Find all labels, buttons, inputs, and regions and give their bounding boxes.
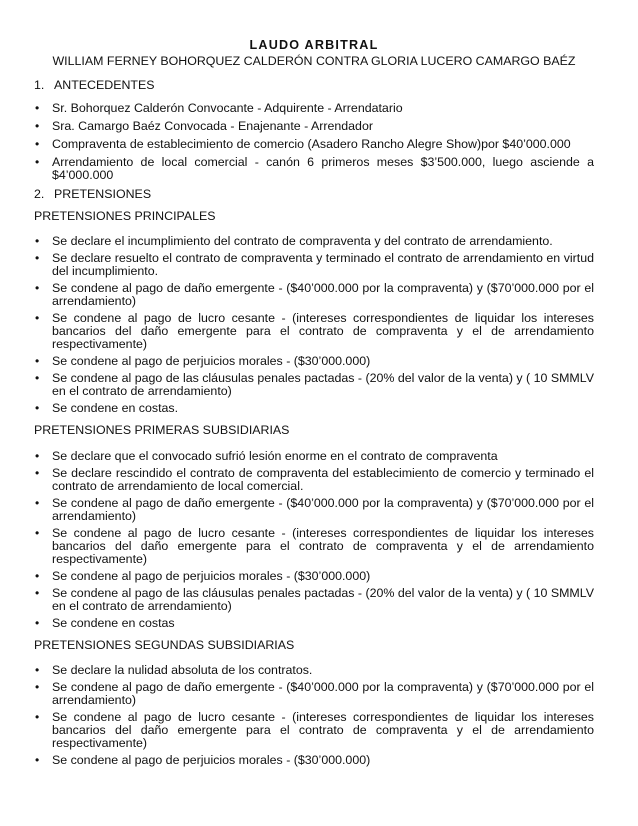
list-item-text: Arrendamiento de local comercial - canón 6 primeros meses $3’500.000, luego asciende a $4’000.000 [52, 155, 594, 182]
list-item [34, 402, 594, 415]
list-item-text: Se condene al pago de perjuicios morales - ($30’000.000) [52, 568, 371, 583]
section-pretensiones [34, 187, 594, 767]
list-item [34, 570, 594, 583]
document-subtitle: WILLIAM FERNEY BOHORQUEZ CALDERÓN CONTRA GLORIA LUCERO CAMARGO BAÉZ [52, 54, 576, 68]
list-item [34, 235, 594, 248]
list-item-text: Se condene al pago de daño emergente - ($40’000.000 por la compraventa) y ($70’000.000 por el arrendamiento) [52, 495, 594, 523]
list-item-text: Se declare rescindido el contrato de compraventa del establecimiento de comercio y terminado el contrato de arrendamiento de local comercial. [52, 465, 594, 493]
bullet-icon: • [35, 101, 40, 115]
list-item [34, 120, 594, 133]
list-item [34, 282, 594, 308]
principales-list [34, 235, 594, 415]
bullet-icon: • [35, 281, 40, 296]
list-item [34, 664, 594, 677]
list-item [34, 754, 594, 767]
bullet-icon: • [35, 585, 40, 600]
bullet-icon: • [35, 753, 40, 768]
bullet-icon: • [35, 251, 40, 266]
section-antecedentes [34, 78, 594, 182]
list-item-text: Se condene al pago de las cláusulas penales pactadas - (20% del valor de la venta) y ( 10 SMMLV en el contrato de arrendamiento) [52, 371, 594, 399]
bullet-icon: • [35, 525, 40, 540]
bullet-icon: • [35, 401, 40, 416]
list-item-text: Se condene al pago de las cláusulas penales pactadas - (20% del valor de la venta) y ( 10 SMMLV en el contrato de arrendamiento) [52, 585, 594, 613]
section-title: PRETENSIONES [54, 187, 152, 201]
list-item [34, 711, 594, 750]
section-title: ANTECEDENTES [54, 78, 155, 92]
list-item-text: Sr. Bohorquez Calderón Convocante - Adquirente - Arrendatario [52, 101, 403, 115]
list-item-text: Se declare resuelto el contrato de compraventa y terminado el contrato de arrendamiento en virtud del incumplimiento. [52, 251, 594, 279]
document-page [34, 38, 594, 771]
bullet-icon: • [35, 119, 40, 133]
antecedentes-list [34, 102, 594, 182]
list-item-text: Se declare que el convocado sufrió lesión enorme en el contrato de compraventa [52, 448, 498, 463]
list-item-text: Sra. Camargo Baéz Convocada - Enajenante - Arrendador [52, 119, 373, 133]
list-item-text: Se condene al pago de daño emergente - ($40’000.000 por la compraventa) y ($70’000.000 por el arrendamiento) [52, 281, 594, 309]
subheading-segundas-subsidiarias: PRETENSIONES SEGUNDAS SUBSIDIARIAS [34, 637, 295, 652]
list-item [34, 372, 594, 398]
bullet-icon: • [35, 680, 40, 695]
subheading-principales: PRETENSIONES PRINCIPALES [34, 209, 216, 223]
section-number: 1. [34, 78, 45, 92]
section-number: 2. [34, 187, 45, 201]
list-item-text: Se declare la nulidad absoluta de los contratos. [52, 663, 313, 678]
bullet-icon: • [35, 663, 40, 678]
bullet-icon: • [35, 311, 40, 326]
list-item [34, 252, 594, 278]
bullet-icon: • [35, 568, 40, 583]
bullet-icon: • [35, 495, 40, 510]
list-item-text: Se condene en costas [52, 615, 175, 630]
document-title: LAUDO ARBITRAL [249, 38, 379, 52]
list-item-text: Se condene al pago de lucro cesante - (intereses correspondientes de liquidar los intereses bancarios del daño emergente para el contrato de compraventa y el de arrendamiento respectivamente) [52, 311, 594, 352]
bullet-icon: • [35, 234, 40, 249]
primeras-subsidiarias-list [34, 450, 594, 630]
bullet-icon: • [35, 615, 40, 630]
segundas-subsidiarias-list [34, 664, 594, 767]
list-item-text: Compraventa de establecimiento de comercio (Asadero Rancho Alegre Show)por $40’000.000 [52, 137, 571, 151]
list-item [34, 156, 594, 182]
list-item [34, 587, 594, 613]
bullet-icon: • [35, 465, 40, 480]
list-item-text: Se declare el incumplimiento del contrato de compraventa y del contrato de arrendamiento. [52, 234, 553, 249]
list-item-text: Se condene al pago de daño emergente - ($40’000.000 por la compraventa) y ($70’000.000 por el arrendamiento) [52, 680, 594, 708]
list-item [34, 467, 594, 493]
bullet-icon: • [35, 371, 40, 386]
list-item-text: Se condene al pago de lucro cesante - (intereses correspondientes de liquidar los intereses bancarios del daño emergente para el contrato de compraventa y el de arrendamiento respectivamente) [52, 525, 594, 566]
bullet-icon: • [35, 137, 40, 151]
section-heading-pretensiones [34, 187, 594, 201]
list-item-text: Se condene al pago de perjuicios morales - ($30’000.000) [52, 753, 371, 768]
list-item [34, 138, 594, 151]
list-item [34, 527, 594, 566]
list-item-text: Se condene al pago de perjuicios morales - ($30’000.000) [52, 354, 371, 369]
list-item [34, 681, 594, 707]
list-item-text: Se condene al pago de lucro cesante - (intereses correspondientes de liquidar los intereses bancarios del daño emergente para el contrato de compraventa y el de arrendamiento respectivamente) [52, 710, 594, 751]
list-item [34, 312, 594, 351]
bullet-icon: • [35, 155, 40, 169]
list-item [34, 355, 594, 368]
list-item-text: Se condene en costas. [52, 401, 179, 416]
section-heading-antecedentes [34, 78, 594, 92]
bullet-icon: • [35, 354, 40, 369]
bullet-icon: • [35, 448, 40, 463]
subheading-primeras-subsidiarias: PRETENSIONES PRIMERAS SUBSIDIARIAS [34, 423, 290, 438]
list-item [34, 102, 594, 115]
list-item [34, 450, 594, 463]
list-item [34, 497, 594, 523]
bullet-icon: • [35, 710, 40, 725]
list-item [34, 617, 594, 630]
